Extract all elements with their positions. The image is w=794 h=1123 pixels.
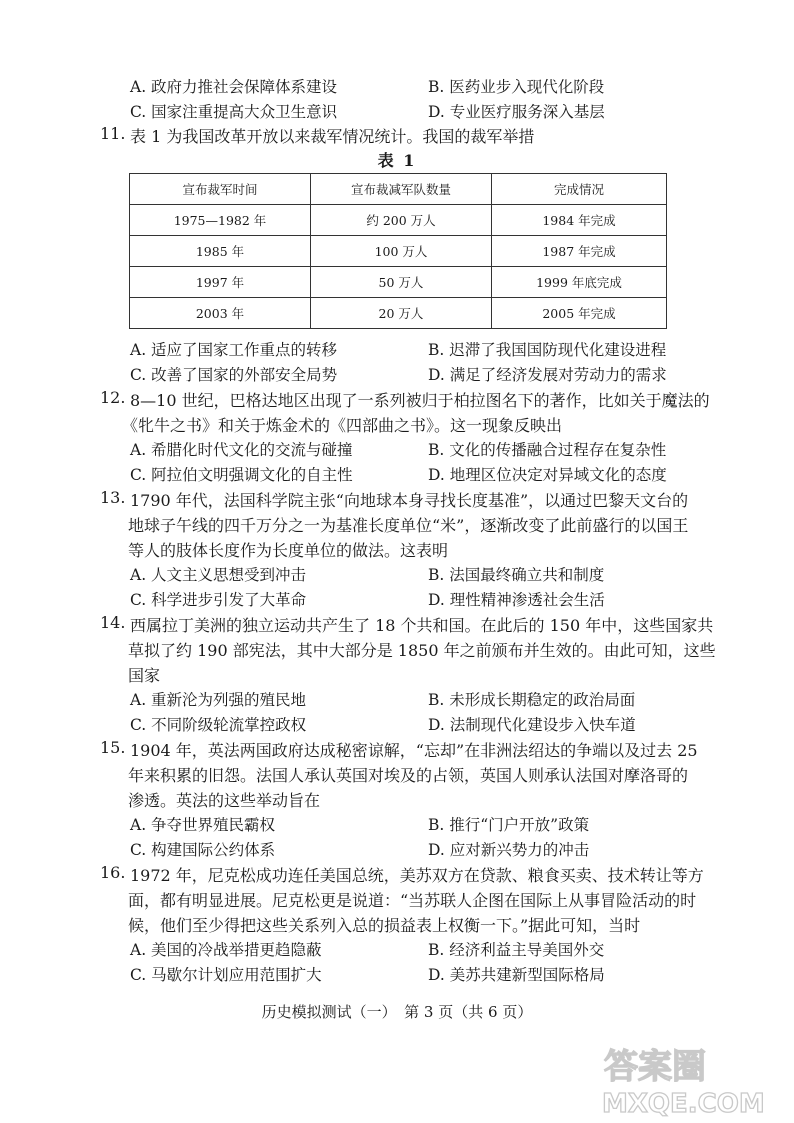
q11-stem: 表 1 为我国改革开放以来裁军情况统计。我国的裁军举措 xyxy=(130,127,535,146)
table-cell: 约 200 万人 xyxy=(311,205,492,236)
q12-stem-line-1: 8—10 世纪，巴格达地区出现了一系列被归于柏拉图名下的著作，比如关于魔法的 xyxy=(130,391,710,410)
q10-options-row-1 xyxy=(130,75,730,101)
q16-option-b[interactable]: B. 经济利益主导美国外交 xyxy=(428,941,605,959)
table-header-count: 宣布裁减军队数量 xyxy=(311,174,492,205)
q13-options-row-1 xyxy=(130,563,730,589)
table-cell: 100 万人 xyxy=(311,236,492,267)
q14-options-row-1 xyxy=(130,688,730,714)
q14-option-b[interactable]: B. 未形成长期稳定的政治局面 xyxy=(428,691,636,709)
table-cell: 2005 年完成 xyxy=(492,298,667,329)
table-header-status: 完成情况 xyxy=(492,174,667,205)
q12-option-d[interactable]: D. 地理区位决定对异域文化的态度 xyxy=(428,466,667,484)
q16-stem-line-3: 候，他们至少得把这些关系列入总的损益表上权衡一下。”据此可知，当时 xyxy=(128,916,641,935)
q12-option-c[interactable]: C. 阿拉伯文明强调文化的自主性 xyxy=(130,466,353,484)
table-cell: 1975—1982 年 xyxy=(130,205,311,236)
q15-number: 15. xyxy=(100,738,126,757)
q15-option-a[interactable]: A. 争夺世界殖民霸权 xyxy=(130,816,276,834)
q11-option-d[interactable]: D. 满足了经济发展对劳动力的需求 xyxy=(428,366,667,384)
table-cell: 50 万人 xyxy=(311,267,492,298)
q13-option-a[interactable]: A. 人文主义思想受到冲击 xyxy=(130,566,307,584)
q16-option-a[interactable]: A. 美国的冷战举措更趋隐蔽 xyxy=(130,941,322,959)
q14-number: 14. xyxy=(100,613,126,632)
watermark-text-cn: 答案圈 xyxy=(604,1047,706,1087)
q14-option-c[interactable]: C. 不同阶级轮流掌控政权 xyxy=(130,716,307,734)
table-row xyxy=(130,236,667,267)
q10-options-row-2 xyxy=(130,100,730,126)
q15-stem-line-1: 1904 年，英法两国政府达成秘密谅解，“忘却”在非洲法绍达的争端以及过去 25 xyxy=(130,741,698,760)
q12-options-row-1 xyxy=(130,438,730,464)
q15-stem-line-2: 年来积累的旧怨。法国人承认英国对埃及的占领，英国人则承认法国对摩洛哥的 xyxy=(128,766,689,785)
q15-options-row-1 xyxy=(130,813,730,839)
q11-number: 11. xyxy=(100,124,126,143)
q15-options-row-2 xyxy=(130,838,730,864)
table-header-row xyxy=(130,174,667,205)
table-cell: 1985 年 xyxy=(130,236,311,267)
q12-option-a[interactable]: A. 希腊化时代文化的交流与碰撞 xyxy=(130,441,353,459)
table-title: 表 1 xyxy=(377,151,417,170)
table-row xyxy=(130,267,667,298)
q13-stem-line-2: 地球子午线的四千万分之一为基准长度单位“米”，逐渐改变了此前盛行的以国王 xyxy=(128,516,689,535)
q12-number: 12. xyxy=(100,388,126,407)
q14-stem-line-3: 国家 xyxy=(128,666,161,685)
q11-option-b[interactable]: B. 迟滞了我国国防现代化建设进程 xyxy=(428,341,667,359)
q13-stem-line-3: 等人的肢体长度作为长度单位的做法。这表明 xyxy=(128,541,449,560)
q13-stem-line-1: 1790 年代，法国科学院主张“向地球本身寻找长度基准”，以通过巴黎天文台的 xyxy=(130,491,689,510)
q16-stem-line-1: 1972 年，尼克松成功连任美国总统，美苏双方在贷款、粮食买卖、技术转让等方 xyxy=(130,866,704,885)
q10-option-a[interactable]: A. 政府力推社会保障体系建设 xyxy=(130,78,338,96)
q11-options-row-1 xyxy=(130,338,730,364)
q13-option-d[interactable]: D. 理性精神渗透社会生活 xyxy=(428,591,605,609)
q11-options-row-2 xyxy=(130,363,730,389)
table-cell: 1987 年完成 xyxy=(492,236,667,267)
q16-options-row-1 xyxy=(130,938,730,964)
q16-options-row-2 xyxy=(130,963,730,989)
table-cell: 1984 年完成 xyxy=(492,205,667,236)
q16-number: 16. xyxy=(100,863,126,882)
q14-option-d[interactable]: D. 法制现代化建设步入快车道 xyxy=(428,716,636,734)
q10-option-c[interactable]: C. 国家注重提高大众卫生意识 xyxy=(130,103,338,121)
q15-stem-line-3: 渗透。英法的这些举动旨在 xyxy=(128,791,321,810)
q10-option-d[interactable]: D. 专业医疗服务深入基层 xyxy=(428,103,605,121)
q12-option-b[interactable]: B. 文化的传播融合过程存在复杂性 xyxy=(428,441,667,459)
disarmament-table xyxy=(129,173,667,329)
q13-number: 13. xyxy=(100,488,126,507)
watermark-logo xyxy=(596,1040,786,1118)
q15-option-b[interactable]: B. 推行“门户开放”政策 xyxy=(428,816,590,834)
q13-option-c[interactable]: C. 科学进步引发了大革命 xyxy=(130,591,307,609)
watermark-text-url: MXQE.COM xyxy=(602,1089,765,1118)
q16-stem-line-2: 面，都有明显进展。尼克松更是说道：“当苏联人企图在国际上从事冒险活动的时 xyxy=(128,891,697,910)
table-cell: 1997 年 xyxy=(130,267,311,298)
table-cell: 20 万人 xyxy=(311,298,492,329)
q14-option-a[interactable]: A. 重新沦为列强的殖民地 xyxy=(130,691,307,709)
table-row xyxy=(130,298,667,329)
table-cell: 2003 年 xyxy=(130,298,311,329)
q12-stem-line-2: 《牝牛之书》和关于炼金术的《四部曲之书》。这一现象反映出 xyxy=(122,416,563,435)
q15-option-d[interactable]: D. 应对新兴势力的冲击 xyxy=(428,841,590,859)
table-header-time: 宣布裁军时间 xyxy=(130,174,311,205)
q14-stem-line-1: 西属拉丁美洲的独立运动共产生了 18 个共和国。在此后的 150 年中，这些国家共 xyxy=(130,616,714,635)
q10-option-b[interactable]: B. 医药业步入现代化阶段 xyxy=(428,78,605,96)
table-cell: 1999 年底完成 xyxy=(492,267,667,298)
q16-option-d[interactable]: D. 美苏共建新型国际格局 xyxy=(428,966,605,984)
q16-option-c[interactable]: C. 马歇尔计划应用范围扩大 xyxy=(130,966,322,984)
q13-options-row-2 xyxy=(130,588,730,614)
q14-stem-line-2: 草拟了约 190 部宪法，其中大部分是 1850 年之前颁布并生效的。由此可知，这些 xyxy=(128,641,716,660)
page-footer: 历史模拟测试（一） 第 3 页（共 6 页） xyxy=(261,1003,533,1021)
q11-option-c[interactable]: C. 改善了国家的外部安全局势 xyxy=(130,366,338,384)
q14-options-row-2 xyxy=(130,713,730,739)
q15-option-c[interactable]: C. 构建国际公约体系 xyxy=(130,841,276,859)
q11-option-a[interactable]: A. 适应了国家工作重点的转移 xyxy=(130,341,338,359)
q12-options-row-2 xyxy=(130,463,730,489)
q13-option-b[interactable]: B. 法国最终确立共和制度 xyxy=(428,566,605,584)
table-row xyxy=(130,205,667,236)
